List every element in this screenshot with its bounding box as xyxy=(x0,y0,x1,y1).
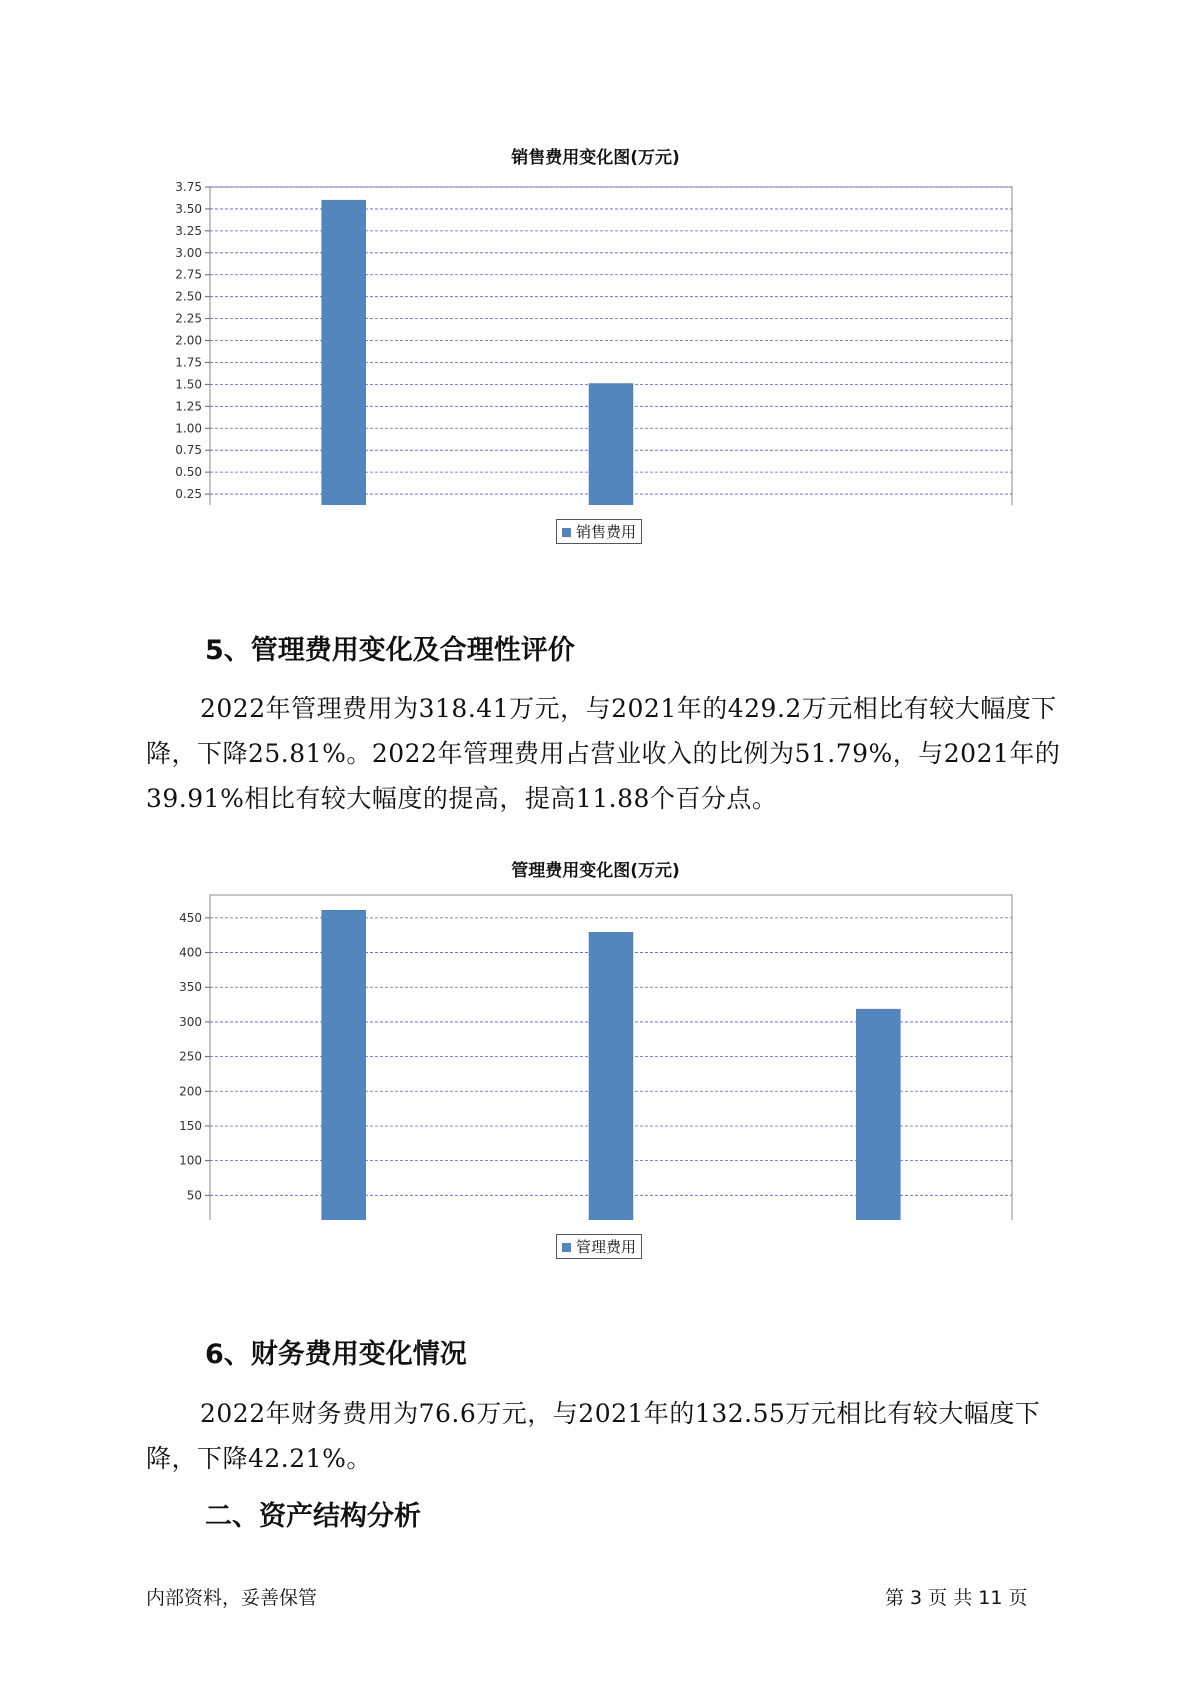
y-tick-label: 2.75 xyxy=(175,267,202,282)
bar-2018年 xyxy=(322,910,366,1220)
chart2-title: 管理费用变化图(万元) xyxy=(511,861,680,881)
y-tick-label: 3.50 xyxy=(175,201,202,216)
y-tick-label: 0.50 xyxy=(175,465,202,480)
y-tick-label: 1.50 xyxy=(175,377,202,392)
y-tick-label: 3.00 xyxy=(175,245,202,260)
bar-2021年 xyxy=(589,384,633,505)
y-tick-label: 0.25 xyxy=(175,487,202,502)
y-tick-label: 3.75 xyxy=(175,180,202,194)
chart1-title: 销售费用变化图(万元) xyxy=(511,148,680,168)
section5-heading: 5、管理费用变化及合理性评价 xyxy=(205,635,575,666)
footer-right: 第 3 页 共 11 页 xyxy=(885,1587,1028,1609)
y-tick-label: 250 xyxy=(179,1049,202,1064)
chart1-legend xyxy=(556,519,642,544)
y-tick-label: 1.00 xyxy=(175,421,202,436)
y-tick-label: 150 xyxy=(179,1118,202,1133)
chart1-legend-label: 销售费用 xyxy=(576,523,637,541)
bar-2022年 xyxy=(856,1009,900,1220)
y-tick-label: 50 xyxy=(186,1188,202,1203)
y-tick-label: 350 xyxy=(179,980,202,995)
chart1-svg xyxy=(0,160,1191,505)
y-tick-label: 300 xyxy=(179,1014,202,1029)
y-tick-label: 200 xyxy=(179,1084,202,1099)
bar-2018年 xyxy=(322,200,366,505)
y-tick-label: 0.75 xyxy=(175,443,202,458)
y-tick-label: 400 xyxy=(179,945,202,960)
section6-heading: 6、财务费用变化情况 xyxy=(205,1339,467,1370)
y-tick-label: 2.25 xyxy=(175,311,202,326)
y-tick-label: 100 xyxy=(179,1153,202,1168)
chart2 xyxy=(0,885,1191,1224)
chart2-legend-label: 管理费用 xyxy=(576,1238,637,1256)
chart1 xyxy=(0,160,1191,509)
section-two-heading: 二、资产结构分析 xyxy=(205,1501,421,1532)
chart2-svg xyxy=(0,885,1191,1220)
y-tick-label: 450 xyxy=(179,910,202,925)
y-tick-label: 2.00 xyxy=(175,333,202,348)
section5-paragraph: 2022年管理费用为318.41万元，与2021年的429.2万元相比有较大幅度下降，下降25.81%。2022年管理费用占营业收入的比例为51.79%，与2021年的39.91%相比有较大幅度的提高，提高11.88个百分点。 xyxy=(146,694,1061,813)
legend-swatch xyxy=(562,528,571,537)
footer-left: 内部资料，妥善保管 xyxy=(146,1587,318,1609)
legend-swatch xyxy=(562,1243,571,1252)
chart2-legend xyxy=(556,1234,642,1259)
y-tick-label: 1.75 xyxy=(175,355,202,370)
y-tick-label: 2.50 xyxy=(175,289,202,304)
section6-paragraph: 2022年财务费用为76.6万元，与2021年的132.55万元相比有较大幅度下降，下降42.21%。 xyxy=(146,1399,1041,1473)
y-tick-label: 1.25 xyxy=(175,399,202,414)
bar-2021年 xyxy=(589,932,633,1220)
y-tick-label: 3.25 xyxy=(175,223,202,238)
